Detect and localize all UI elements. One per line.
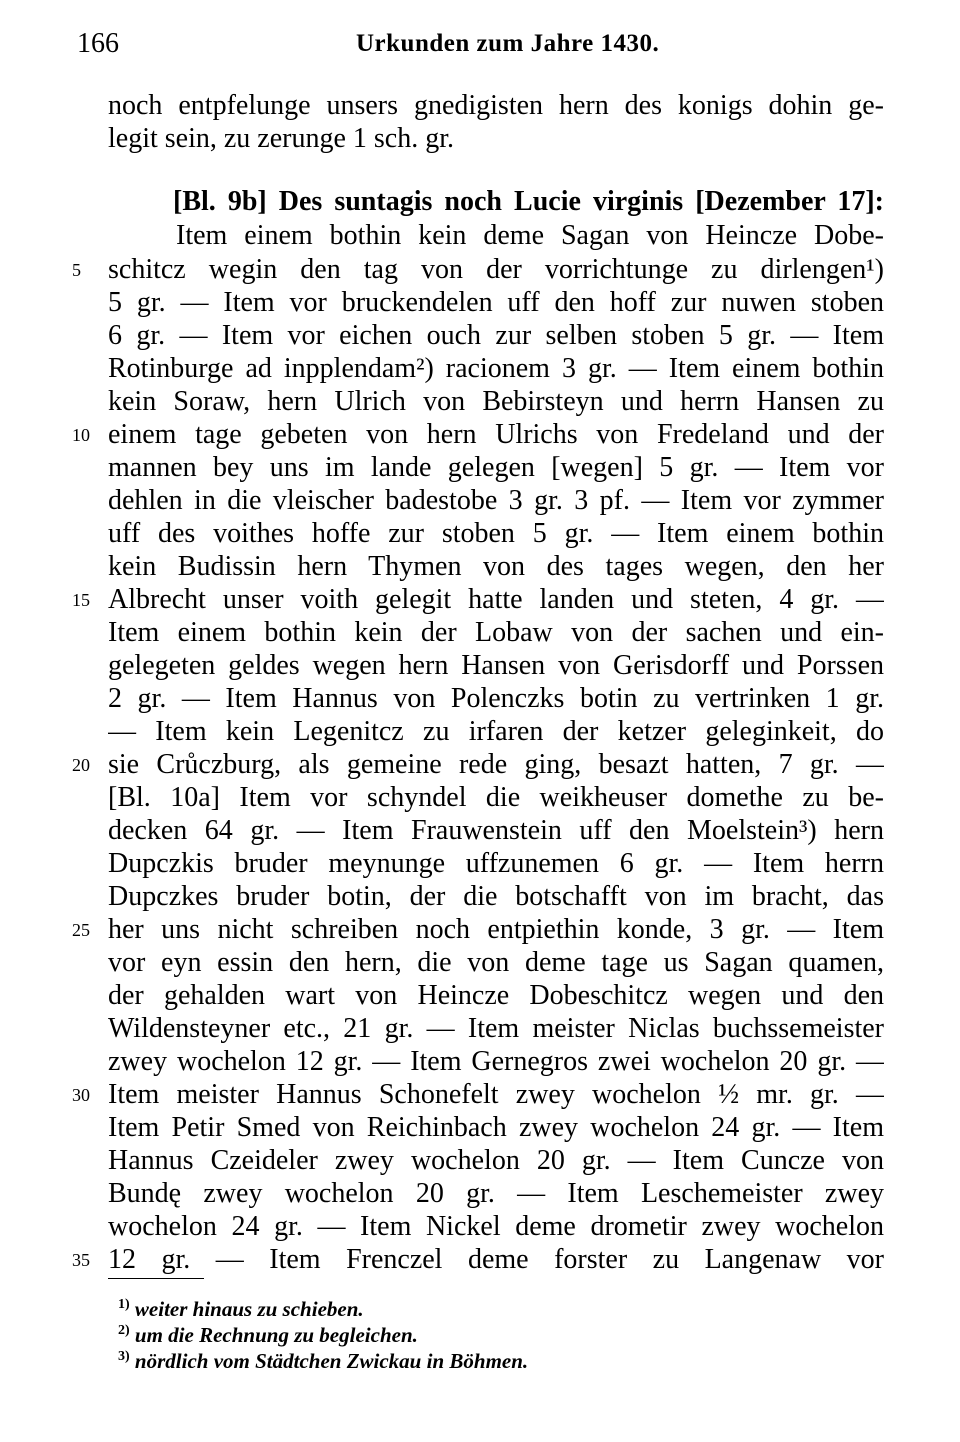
- text-line: Bundę zwey wochelon 20 gr. — Item Leschemeister zwey: [108, 1178, 884, 1209]
- footnote-text: um die Rechnung zu begleichen.: [134, 1323, 418, 1347]
- text-line: — Item kein Legenitcz zu irfaren der ketzer geleginkeit, do: [108, 716, 884, 747]
- text-line: 5 gr. — Item vor bruckendelen uff den hoff zur nuwen stoben: [108, 287, 884, 318]
- footnote-text: weiter hinaus zu schieben.: [134, 1297, 364, 1321]
- text-line: mannen bey uns im lande gelegen [wegen] 5 gr. — Item vor: [108, 452, 884, 483]
- footnote: [118, 1345, 528, 1373]
- text-line: gelegeten geldes wegen hern Hansen von Gerisdorff und Porssen: [108, 650, 884, 681]
- text-line: Item Petir Smed von Reichinbach zwey wochelon 24 gr. — Item: [108, 1112, 884, 1143]
- text-line: Albrecht unser voith gelegit hatte landen und steten, 4 gr. —: [108, 584, 884, 615]
- text-line: legit sein, zu zerunge 1 sch. gr.: [108, 123, 455, 154]
- text-line: kein Budissin hern Thymen von des tages wegen, den her: [108, 551, 884, 582]
- text-line: Dupczkes bruder botin, der die botschafft von im bracht, das: [108, 881, 884, 912]
- text-line: wochelon 24 gr. — Item Nickel deme drometir zwey wochelon: [108, 1211, 884, 1242]
- text-line: einem tage gebeten von hern Ulrichs von Fredeland und der: [108, 419, 884, 450]
- text-line: noch entpfelunge unsers gnedigisten hern des konigs dohin ge-: [108, 90, 884, 121]
- text-line: Item einem bothin kein der Lobaw von der sachen und ein-: [108, 617, 884, 648]
- line-number: 25: [72, 920, 90, 940]
- line-number: 5: [72, 260, 81, 280]
- text-line: schitcz wegin den tag von der vorrichtunge zu dirlengen¹): [108, 254, 884, 285]
- running-head: Urkunden zum Jahre 1430.: [356, 30, 660, 57]
- text-line: kein Soraw, hern Ulrich von Bebirsteyn und herrn Hansen zu: [108, 386, 884, 417]
- footnote: [118, 1293, 364, 1321]
- footnote: [118, 1319, 418, 1347]
- footnote-rule: [108, 1278, 204, 1279]
- text-line: Rotinburge ad inpplendam²) racionem 3 gr. — Item einem bothin: [108, 353, 884, 384]
- text-line: Wildensteyner etc., 21 gr. — Item meister Niclas buchssemeister: [108, 1013, 884, 1044]
- text-line: 12 gr. — Item Frenczel deme forster zu Langenaw vor: [108, 1244, 884, 1275]
- text-line: sie Crůczburg, als gemeine rede ging, besazt hatten, 7 gr. —: [108, 749, 884, 780]
- text-line: uff des voithes hoffe zur stoben 5 gr. — Item einem bothin: [108, 518, 884, 549]
- text-line: Dupczkis bruder meynunge uffzunemen 6 gr. — Item herrn: [108, 848, 884, 879]
- text-line: 6 gr. — Item vor eichen ouch zur selben stoben 5 gr. — Item: [108, 320, 884, 351]
- line-number: 15: [72, 590, 90, 610]
- text-line: Item meister Hannus Schonefelt zwey wochelon ½ mr. gr. —: [108, 1079, 884, 1110]
- section-heading: [Bl. 9b] Des suntagis noch Lucie virginis [Dezember 17]:: [173, 186, 884, 217]
- text-line: zwey wochelon 12 gr. — Item Gernegros zwei wochelon 20 gr. —: [108, 1046, 884, 1077]
- text-line: [Bl. 10a] Item vor schyndel die weikheuser domethe zu be-: [108, 782, 884, 813]
- text-line: 2 gr. — Item Hannus von Polenczks botin zu vertrinken 1 gr.: [108, 683, 884, 714]
- footnote-mark: 1): [118, 1297, 130, 1312]
- text-line: her uns nicht schreiben noch entpiethin konde, 3 gr. — Item: [108, 914, 884, 945]
- text-line: Item einem bothin kein deme Sagan von Heincze Dobe-: [176, 220, 884, 251]
- text-line: decken 64 gr. — Item Frauwenstein uff den Moelstein³) hern: [108, 815, 884, 846]
- footnote-mark: 3): [118, 1349, 130, 1364]
- line-number: 30: [72, 1085, 90, 1105]
- text-line: dehlen in die vleischer badestobe 3 gr. 3 pf. — Item vor zymmer: [108, 485, 884, 516]
- footnote-text: nördlich vom Städtchen Zwickau in Böhmen.: [134, 1349, 529, 1373]
- line-number: 10: [72, 425, 90, 445]
- line-number: 20: [72, 755, 90, 775]
- line-number: 35: [72, 1250, 90, 1270]
- text-line: der gehalden wart von Heincze Dobeschitcz wegen und den: [108, 980, 884, 1011]
- text-line: vor eyn essin den hern, die von deme tage us Sagan quamen,: [108, 947, 884, 978]
- footnote-mark: 2): [118, 1323, 130, 1338]
- page-number: 166: [77, 28, 119, 59]
- text-line: Hannus Czeideler zwey wochelon 20 gr. — Item Cuncze von: [108, 1145, 884, 1176]
